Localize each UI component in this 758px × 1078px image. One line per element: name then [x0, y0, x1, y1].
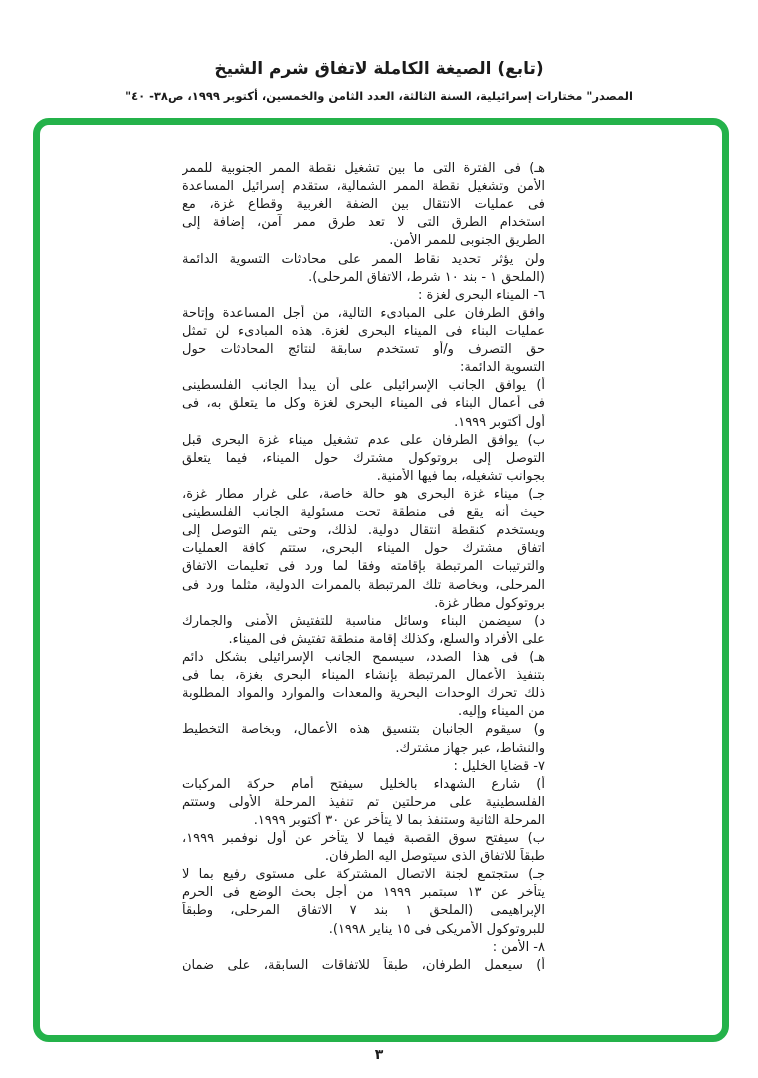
text-line: ب) يوافق الطرفان على عدم تشغيل ميناء غزة البحرى قبل — [182, 432, 545, 448]
text-line: الأمن وتشغيل نقطة الممر الشمالية، ستقدم إسرائيل المساعدة — [182, 179, 545, 195]
text-line: الإبراهيمى (الملحق ١ بند ٧ الاتفاق المرحلى، وطبقاً — [182, 903, 545, 919]
text-line: حق التصرف و/أو تستخدم سابقة لنتائج المحادثات حول — [182, 342, 545, 358]
text-line: ويستخدم كنقطة انتقال دولية. لذلك، وحتى يتم التوصل إلى — [182, 523, 545, 539]
text-line: اتفاق مشترك حول الميناء البحرى، ستتم كافة العمليات — [182, 541, 545, 557]
page-title: (تابع) الصيغة الكاملة لاتفاق شرم الشيخ — [214, 59, 544, 79]
text-line: الطريق الجنوبى للممر الأمن. — [389, 233, 545, 249]
text-line: د) سيضمن البناء وسائل مناسبة للتفتيش الأمنى والجمارك — [182, 613, 545, 629]
text-line: المرحلة الثانية وستنفذ بما لا يتأخر عن ٣٠ أكتوبر ١٩٩٩. — [253, 812, 545, 828]
text-line: الفلسطينية على مرحلتين تم تنفيذ المرحلة الأولى وستتم — [182, 794, 545, 810]
text-line: أ) يوافق الجانب الإسرائيلى على أن يبدأ الجانب الفلسطينى — [182, 378, 545, 394]
text-line: وافق الطرفان على المبادىء التالية، من أجل المساعدة وإتاحة — [182, 305, 545, 321]
text-line: التوصل إلى بروتوكول مشترك حول الميناء، فيما يتعلق — [182, 450, 545, 466]
text-line: جـ) ستجتمع لجنة الاتصال المشتركة على مستوى رفيع بما لا — [182, 867, 545, 883]
text-line: ذلك تحرك الوحدات البحرية والمعدات والموارد والمواد المطلوبة — [182, 686, 545, 702]
text-line: عمليات البناء فى الميناء البحرى لغزة. هذه المبادىء لن تمثل — [182, 323, 545, 339]
text-line: هـ) فى هذا الصدد، سيسمح الجانب الإسرائيلى بشكل دائم — [182, 649, 545, 665]
source-citation: المصدر" مختارات إسرائيلية، السنة الثالثة، العدد الثامن والخمسين، أكتوبر ١٩٩٩، ص٣٨- ٤٠" — [125, 89, 633, 103]
text-line: ٧- قضايا الخليل : — [453, 758, 545, 774]
text-line: أ) شارع الشهداء بالخليل سيفتح أمام حركة المركبات — [182, 776, 545, 792]
text-line: هـ) فى الفترة التى ما بين تشغيل نقطة الممر الجنوبية للممر — [182, 161, 545, 176]
text-line: من الميناء وإليه. — [457, 704, 545, 720]
text-line: التسوية الدائمة: — [459, 360, 545, 376]
text-line: (الملحق ١ - بند ١٠ شرط، الاتفاق المرحلى). — [308, 269, 545, 285]
text-line: ب) سيفتح سوق القصبة فيما لا يتأخر عن أول نوفمبر ١٩٩٩، — [182, 831, 545, 847]
text-line: أول أكتوبر ١٩٩٩. — [454, 414, 545, 430]
text-line: ولن يؤثر تحديد نقاط الممر على محادثات التسوية الدائمة — [182, 251, 545, 267]
text-line: فى عمليات الانتقال بين الضفة الغربية وقطاع غزة، مع — [182, 197, 545, 213]
text-line: حيث أنه يقع فى منطقة تحت مسئولية الجانب الفلسطينى — [182, 505, 545, 521]
text-line: بجوانب تشغيله، بما فيها الأمنية. — [376, 468, 545, 484]
text-line: يتأخر عن ١٣ سبتمبر ١٩٩٩ من أجل بحث الوضع فى الحرم — [182, 885, 545, 901]
text-line: ٦- الميناء البحرى لغزة : — [417, 287, 545, 303]
text-line: بتنفيذ الأعمال المرتبطة بإنشاء الميناء البحرى بغزة، بما فى — [182, 668, 545, 684]
text-line: والترتيبات المرتبطة بإقامته وفقا لما ورد فى تعليمات الاتفاق — [182, 559, 545, 575]
text-line: فى أعمال البناء فى الميناء البحرى لغزة وكل ما يتعلق به، فى — [182, 396, 545, 412]
text-line: والنشاط، عبر جهاز مشترك. — [395, 740, 545, 756]
text-line: طبقاً للاتفاق الذى سيتوصل اليه الطرفان. — [324, 849, 545, 865]
text-line: للبروتوكول الأمريكى فى ١٥ يناير ١٩٩٨). — [328, 921, 545, 937]
text-line: و) سيقوم الجانبان بتنسيق هذه الأعمال، وبخاصة التخطيط — [182, 722, 545, 738]
text-line: ٨- الأمن : — [492, 939, 545, 955]
text-line: أ) سيعمل الطرفان، طبقاً للاتفاقات السابقة، على ضمان — [182, 957, 545, 973]
page-number: ٣ — [374, 1047, 384, 1063]
text-line: استخدام الطرق التى لا تعد طرق ممر آمن، إضافة إلى — [182, 215, 545, 231]
text-line: المرحلى، وبخاصة تلك المرتبطة بالممرات الدولية، مثلما ورد فى — [182, 577, 545, 593]
text-line: بروتوكول مطار غزة. — [434, 595, 545, 611]
document-body — [182, 160, 545, 975]
text-line: على الأفراد والسلع، وكذلك إقامة منطقة تفتيش فى الميناء. — [228, 631, 545, 647]
text-line: جـ) ميناء غزة البحرى هو حالة خاصة، على غرار مطار غزة، — [182, 486, 545, 502]
